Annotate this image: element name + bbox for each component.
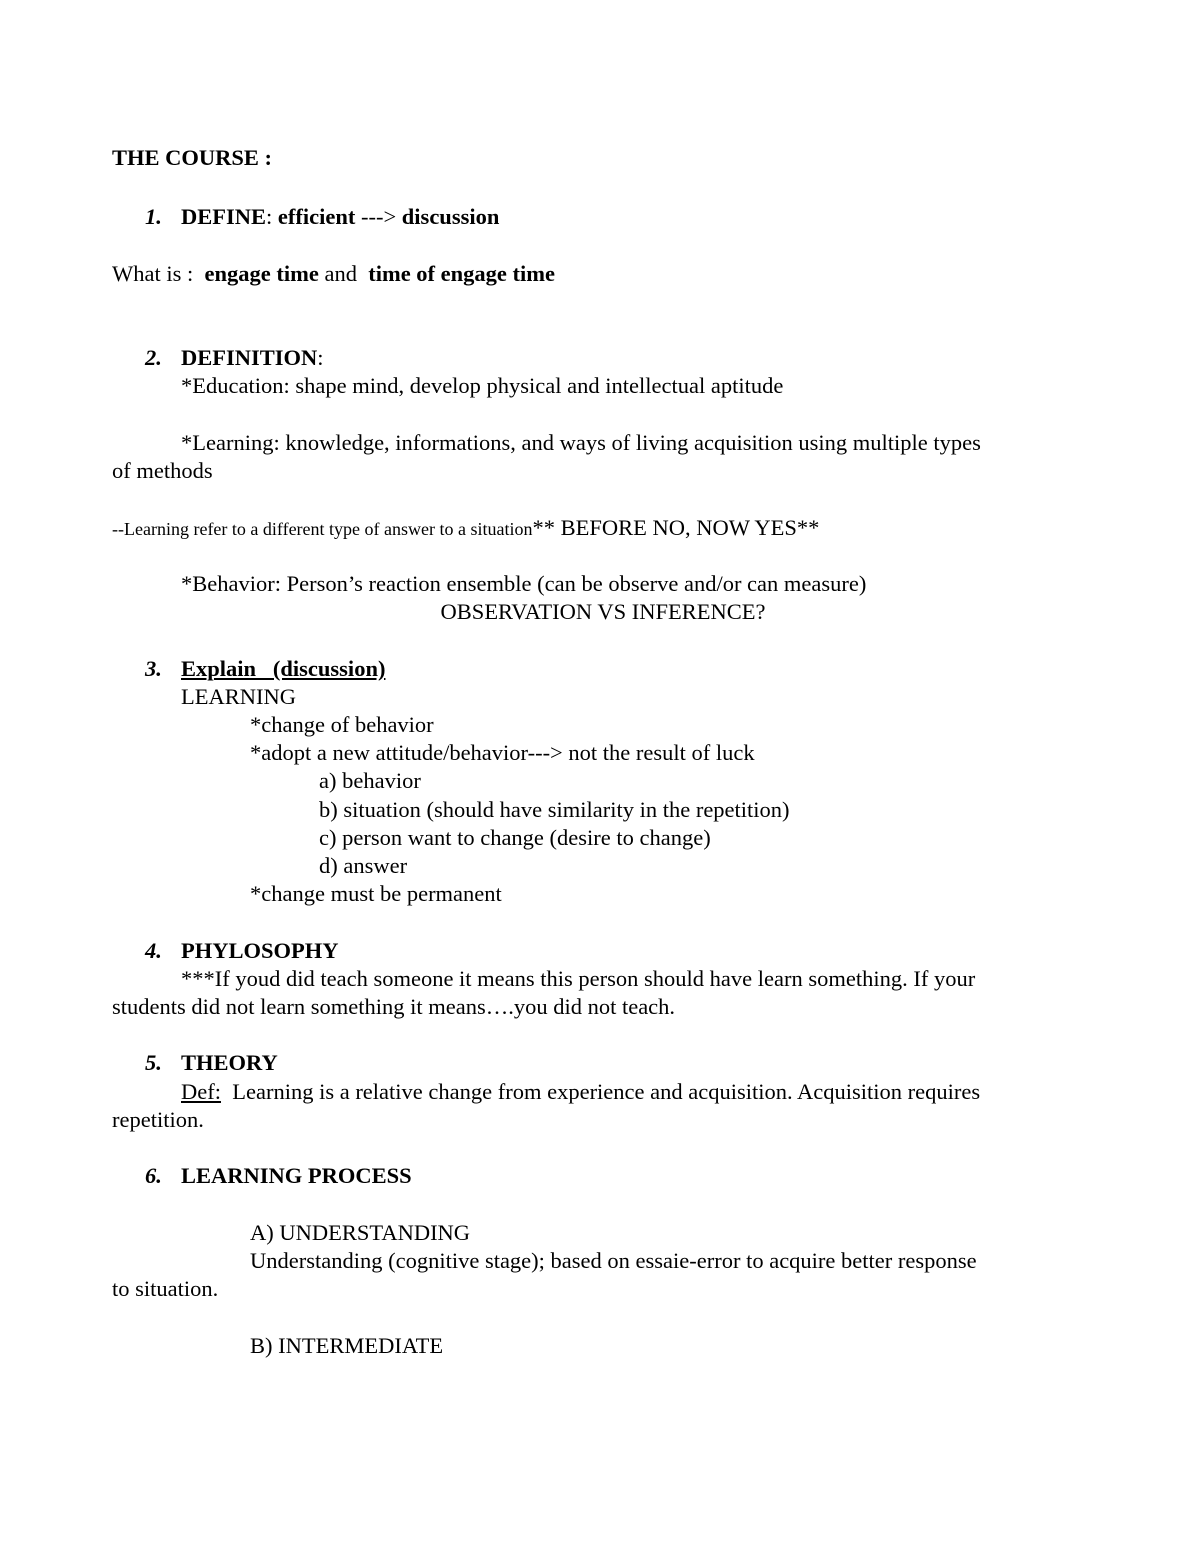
page-title: THE COURSE :: [112, 145, 273, 170]
sub-list-item: a) behavior: [319, 768, 421, 793]
section-label: LEARNING PROCESS: [181, 1163, 412, 1188]
section-number: 1.: [145, 204, 162, 229]
understanding-line2: to situation.: [112, 1276, 219, 1301]
philosophy-line2: students did not learn something it means….you did not teach.: [112, 994, 676, 1019]
and-word: and: [318, 261, 363, 286]
theory-text: Learning is a relative change from experience and acquisition. Acquisition requires: [220, 1079, 981, 1104]
sub-list-item: d) answer: [319, 853, 408, 878]
section-label: Explain (discussion): [181, 656, 386, 681]
section-label: THEORY: [181, 1050, 278, 1075]
section-number: 5.: [145, 1050, 162, 1075]
section-number: 6.: [145, 1163, 162, 1188]
what-is-prefix: What is :: [112, 261, 194, 286]
def-label: Def:: [181, 1079, 221, 1104]
section-5: [145, 1049, 278, 1077]
learning-definition-line2: of methods: [112, 458, 213, 483]
understanding-line1: Understanding (cognitive stage); based on essaie-error to acquire better response: [250, 1248, 977, 1273]
learning-definition-line1: *Learning: knowledge, informations, and ways of living acquisition using multiple types: [181, 430, 981, 455]
time-of-engage-time: time of engage time: [368, 261, 556, 286]
section-6: [145, 1162, 412, 1190]
understanding-heading: A) UNDERSTANDING: [250, 1220, 471, 1245]
sub-list-item: c) person want to change (desire to change): [319, 825, 711, 850]
colon: :: [266, 204, 278, 229]
observation-vs-inference: OBSERVATION VS INFERENCE?: [440, 599, 766, 624]
behavior-definition: *Behavior: Person’s reaction ensemble (can be observe and/or can measure): [181, 571, 867, 596]
section-number: 4.: [145, 938, 162, 963]
list-item: *change must be permanent: [250, 881, 502, 906]
section-label: DEFINITION: [181, 345, 318, 370]
section-label: DEFINE: [181, 204, 267, 229]
engage-time: engage time: [204, 261, 319, 286]
section-1: [145, 203, 499, 231]
section-3: [145, 655, 385, 683]
intermediate-heading: B) INTERMEDIATE: [250, 1333, 444, 1358]
section-number: 2.: [145, 345, 162, 370]
section-2: [145, 344, 324, 372]
section-number: 3.: [145, 656, 162, 681]
learning-note-big: ** BEFORE NO, NOW YES**: [532, 515, 820, 540]
list-item: *change of behavior: [250, 712, 434, 737]
philosophy-line1: ***If youd did teach someone it means this person should have learn something. If your: [181, 966, 976, 991]
term-discussion: discussion: [401, 204, 500, 229]
theory-line2: repetition.: [112, 1107, 204, 1132]
section-label: PHYLOSOPHY: [181, 938, 339, 963]
what-is-line: [112, 260, 555, 288]
section-4: [145, 937, 339, 965]
list-item: *adopt a new attitude/behavior---> not the result of luck: [250, 740, 755, 765]
learning-note-small: --Learning refer to a different type of answer to a situation: [112, 519, 533, 539]
education-definition: *Education: shape mind, develop physical and intellectual aptitude: [181, 373, 784, 398]
theory-line1: [181, 1078, 980, 1106]
term-efficient: efficient: [277, 204, 356, 229]
arrow: --->: [355, 204, 402, 229]
colon: :: [317, 345, 324, 370]
learning-note: [112, 514, 819, 543]
sub-list-item: b) situation (should have similarity in the repetition): [319, 797, 790, 822]
learning-subheading: LEARNING: [181, 684, 296, 709]
